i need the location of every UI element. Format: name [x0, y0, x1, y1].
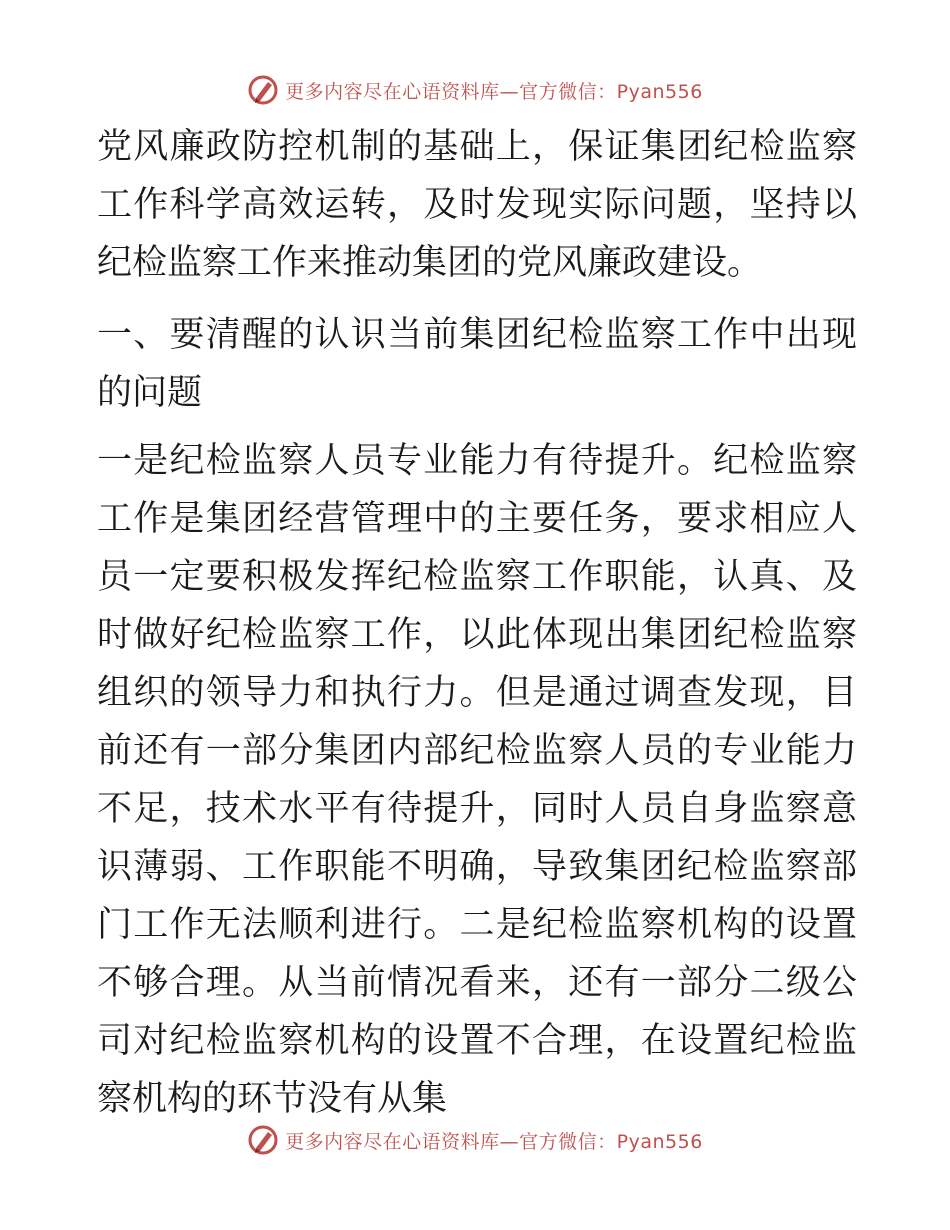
footer-banner — [0, 1120, 950, 1160]
section-heading: 一、要清醒的认识当前集团纪检监察工作中出现的问题 — [97, 315, 857, 413]
pen-logo-icon — [247, 1124, 279, 1156]
header-banner-text: 更多内容尽在心语资料库—官方微信：Pyan556 — [285, 80, 703, 103]
paragraph-intro-continuation: 党风廉政防控机制的基础上，保证集团纪检监察工作科学高效运转，及时发现实际问题，坚持以纪检监察工作来推动集团的党风廉政建设。 — [97, 127, 857, 283]
paragraph-problems: 一是纪检监察人员专业能力有待提升。纪检监察工作是集团经营管理中的主要任务，要求相应人员一定要积极发挥纪检监察工作职能，认真、及时做好纪检监察工作，以此体现出集团纪检监察组织的领导力和执行力。但是通过调查发现，目前还有一部分集团内部纪检监察人员的专业能力不足，技术水平有待提升，同时人员自身监察意识薄弱、工作职能不明确，导致集团纪检监察部门工作无法顺利进行。二是纪检监察机构的设置不够合理。从当前情况看来，还有一部分二级公司对纪检监察机构的设置不合理，在设置纪检监察机构的环节没有从集 — [97, 441, 857, 1119]
header-banner — [0, 70, 950, 110]
pen-logo-icon — [247, 74, 279, 106]
footer-banner-text: 更多内容尽在心语资料库—官方微信：Pyan556 — [285, 1130, 703, 1153]
document-body — [97, 118, 857, 1128]
